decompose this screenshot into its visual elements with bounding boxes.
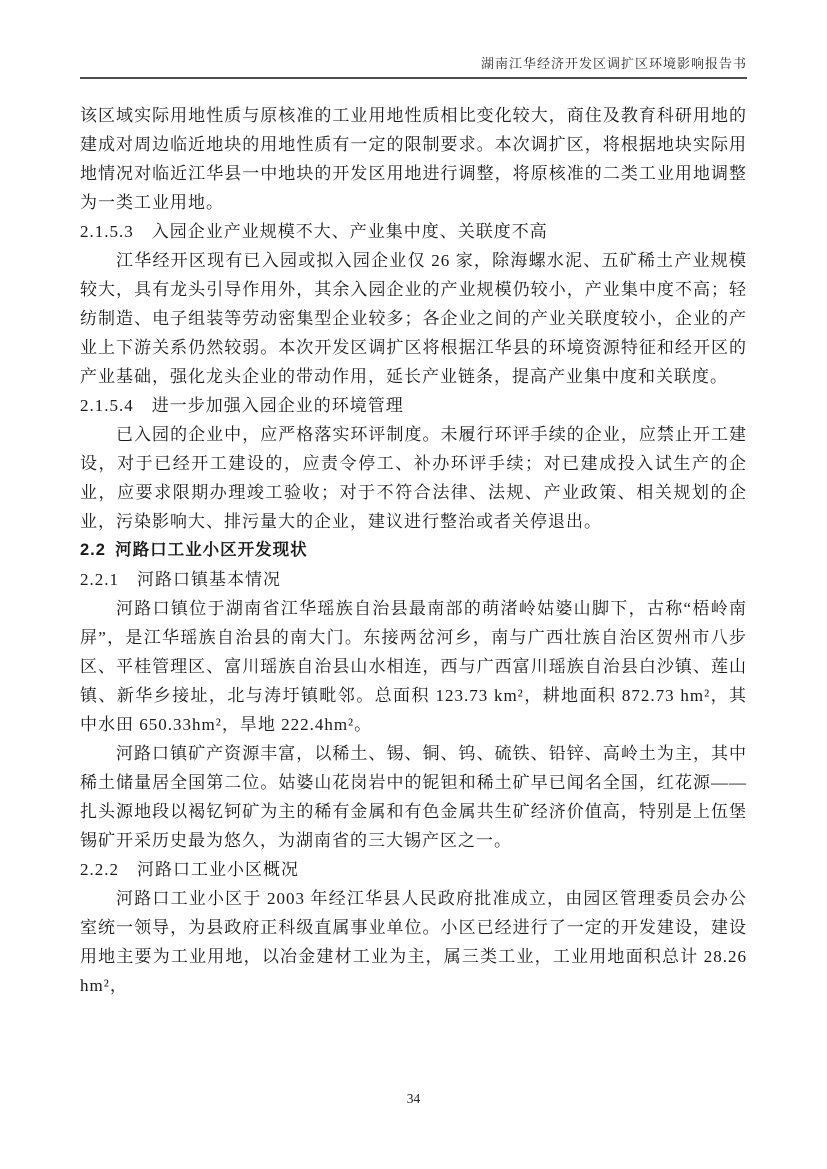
section-heading-2-1-5-4: 2.1.5.4 进一步加强入园企业的环境管理	[80, 396, 404, 415]
paragraph-enterprise-scale: 江华经开区现有已入园或拟入园企业仅 26 家，除海螺水泥、五矿稀土产业规模较大，具有龙头引导作用外，其余入园企业的产业规模仍较小，产业集中度不高；轻纺制造、电子组装等劳动密集型企业较多；各企业之间的产业关联度较小，企业的产业上下游关系仍然较弱。本次开发区调扩区将根据江华县的环境资源特征和经开区的产业基础，强化龙头企业的带动作用，延长产业链条，提高产业集中度和关联度。	[80, 251, 747, 386]
page-number: 34	[406, 1091, 421, 1106]
paragraph-heluokou-town-overview: 河路口镇位于湖南省江华瑶族自治县最南部的萌渚岭姑婆山脚下，古称“梧岭南屏”，是江华瑶族自治县的南大门。东接两岔河乡，南与广西壮族自治区贺州市八步区、平桂管理区、富川瑶族自治县山水相连，西与广西富川瑶族自治县白沙镇、莲山镇、新华乡接址，北与涛圩镇毗邻。总面积 123.73 km²，耕地面积 872.73 hm²，其中水田 650.33hm²，旱地 222.4hm²。	[80, 599, 747, 734]
paragraph-mineral-resources: 河路口镇矿产资源丰富，以稀土、锡、铜、钨、硫铁、铅锌、高岭土为主，其中稀土储量居全国第二位。姑婆山花岗岩中的铌钽和稀土矿早已闻名全国，红花源——扎头源地段以褐钇钶矿为主的稀有金属和有色金属共生矿经济价值高，特别是上伍堡锡矿开采历史最为悠久，为湖南省的三大锡产区之一。	[80, 744, 747, 850]
running-header-title: 湖南江华经济开发区调扩区环境影响报告书	[480, 56, 747, 71]
paragraph-land-use-adjustment: 该区域实际用地性质与原核准的工业用地性质相比变化较大，商住及教育科研用地的建成对周边临近地块的用地性质有一定的限制要求。本次调扩区，将根据地块实际用地情况对临近江华县一中地块的开发区用地进行调整，将原核准的二类工业用地调整为一类工业用地。	[80, 106, 747, 212]
paragraph-industrial-district-overview: 河路口工业小区于 2003 年经江华县人民政府批准成立，由园区管理委员会办公室统一领导，为县政府正科级直属事业单位。小区已经进行了一定的开发建设，建设用地主要为工业用地，以冶金建材工业为主，属三类工业，工业用地面积总计 28.26 hm²，	[80, 889, 747, 995]
document-body	[80, 101, 747, 1000]
section-heading-2-1-5-3: 2.1.5.3 入园企业产业规模不大、产业集中度、关联度不高	[80, 222, 548, 241]
section-heading-2-2: 2.2 河路口工业小区开发现状	[80, 541, 308, 559]
paragraph-environmental-management: 已入园的企业中，应严格落实环评制度。未履行环评手续的企业，应禁止开工建设，对于已经开工建设的，应责令停工、补办环评手续；对已建成投入试生产的企业，应要求限期办理竣工验收；对于不符合法律、法规、产业政策、相关规划的企业，污染影响大、排污量大的企业，建议进行整治或者关停退出。	[80, 425, 747, 531]
section-heading-2-2-2: 2.2.2 河路口工业小区概况	[80, 860, 299, 879]
header-rule	[80, 77, 747, 79]
section-heading-2-2-1: 2.2.1 河路口镇基本情况	[80, 570, 281, 589]
